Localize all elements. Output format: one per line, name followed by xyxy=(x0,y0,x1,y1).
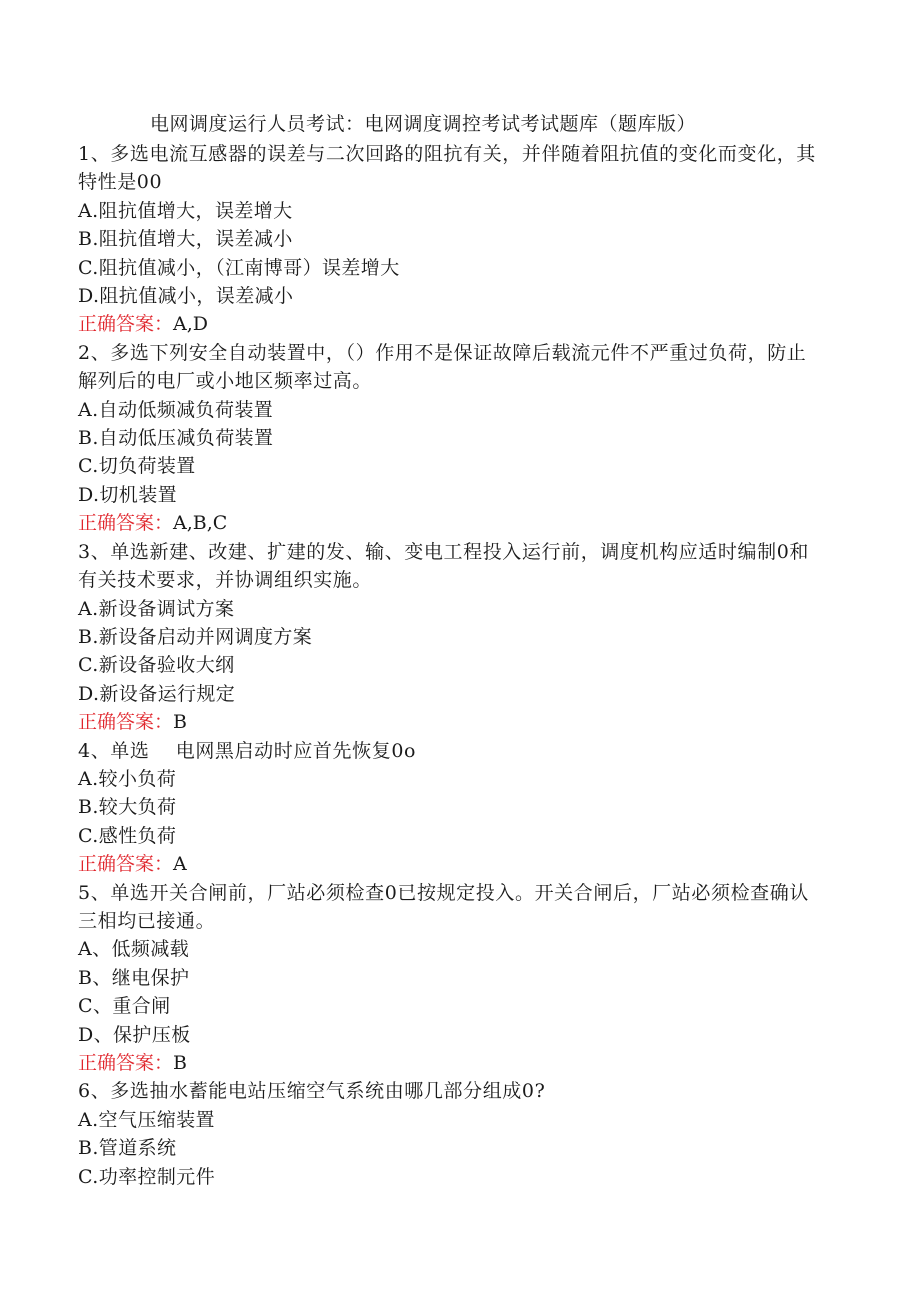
page-title: 电网调度运行人员考试：电网调度调控考试考试题库（题库版） xyxy=(150,113,697,135)
correct-answer xyxy=(78,1049,818,1077)
answer-label: 正确答案： xyxy=(78,711,174,734)
option-item: C.切负荷装置 xyxy=(78,455,196,478)
correct-answer xyxy=(78,850,818,878)
option-item: A.空气压缩装置 xyxy=(78,1108,215,1131)
option-item: D.切机装置 xyxy=(78,483,177,506)
option-item: B.阻抗值增大，误差减小 xyxy=(78,228,293,251)
question-block xyxy=(78,879,818,1078)
question-text: 2、多选下列安全自动装置中，（）作用不是保证故障后载流元件不严重过负荷，防止解列后的电厂或小地区频率过高。 xyxy=(78,341,807,393)
option-item: A.自动低频减负荷装置 xyxy=(78,398,274,421)
option-item: C.功率控制元件 xyxy=(78,1165,216,1188)
option-item: B.新设备启动并网调度方案 xyxy=(78,625,313,648)
question-block xyxy=(78,1077,818,1191)
option-item: A.新设备调试方案 xyxy=(78,597,235,620)
option-item: D.新设备运行规定 xyxy=(78,682,236,705)
option-item: A、低频减载 xyxy=(78,938,190,961)
option-item: B.管道系统 xyxy=(78,1137,177,1160)
option-item: D、保护压板 xyxy=(78,1023,191,1046)
question-block xyxy=(78,737,818,879)
question-block xyxy=(78,140,818,339)
correct-answer xyxy=(78,708,818,736)
question-block xyxy=(78,538,818,737)
option-item: B、继电保护 xyxy=(78,966,190,989)
question-text: 3、单选新建、改建、扩建的发、输、变电工程投入运行前，调度机构应适时编制0和有关技术要求，并协调组织实施。 xyxy=(78,540,809,592)
answer-value: A,B,C xyxy=(173,512,228,535)
option-item: C.新设备验收大纲 xyxy=(78,654,235,677)
answer-value: A,D xyxy=(173,313,209,336)
option-item: C.阻抗值减小，（江南博哥）误差增大 xyxy=(78,256,400,279)
question-text: 1、多选电流互感器的误差与二次回路的阻抗有关，并伴随着阻抗值的变化而变化，其特性是00 xyxy=(78,143,816,194)
question-text: 6、多选抽水蓄能电站压缩空气系统由哪几部分组成0? xyxy=(78,1080,546,1103)
answer-label: 正确答案： xyxy=(78,313,174,336)
answer-value: B xyxy=(173,1052,187,1074)
question-list xyxy=(78,140,818,1191)
answer-label: 正确答案： xyxy=(78,853,174,876)
answer-label: 正确答案： xyxy=(78,512,174,535)
question-text: 4、单选 电网黑启动时应首先恢复0o xyxy=(78,739,417,762)
option-item: A.较小负荷 xyxy=(78,767,177,790)
question-text: 5、单选开关合闸前，厂站必须检查0已按规定投入。开关合闸后，厂站必须检查确认三相均已接通。 xyxy=(78,881,809,932)
answer-value: A xyxy=(173,853,187,876)
answer-label: 正确答案： xyxy=(78,1052,174,1074)
option-item: C、重合闸 xyxy=(78,995,171,1018)
option-item: B.自动低压减负荷装置 xyxy=(78,427,274,450)
correct-answer xyxy=(78,310,818,338)
correct-answer xyxy=(78,509,818,537)
option-item: D.阻抗值减小，误差减小 xyxy=(78,285,294,308)
option-item: C.感性负荷 xyxy=(78,824,177,847)
option-item: B.较大负荷 xyxy=(78,796,177,819)
option-item: A.阻抗值增大，误差增大 xyxy=(78,199,293,222)
answer-value: B xyxy=(173,711,187,734)
question-block xyxy=(78,339,818,538)
